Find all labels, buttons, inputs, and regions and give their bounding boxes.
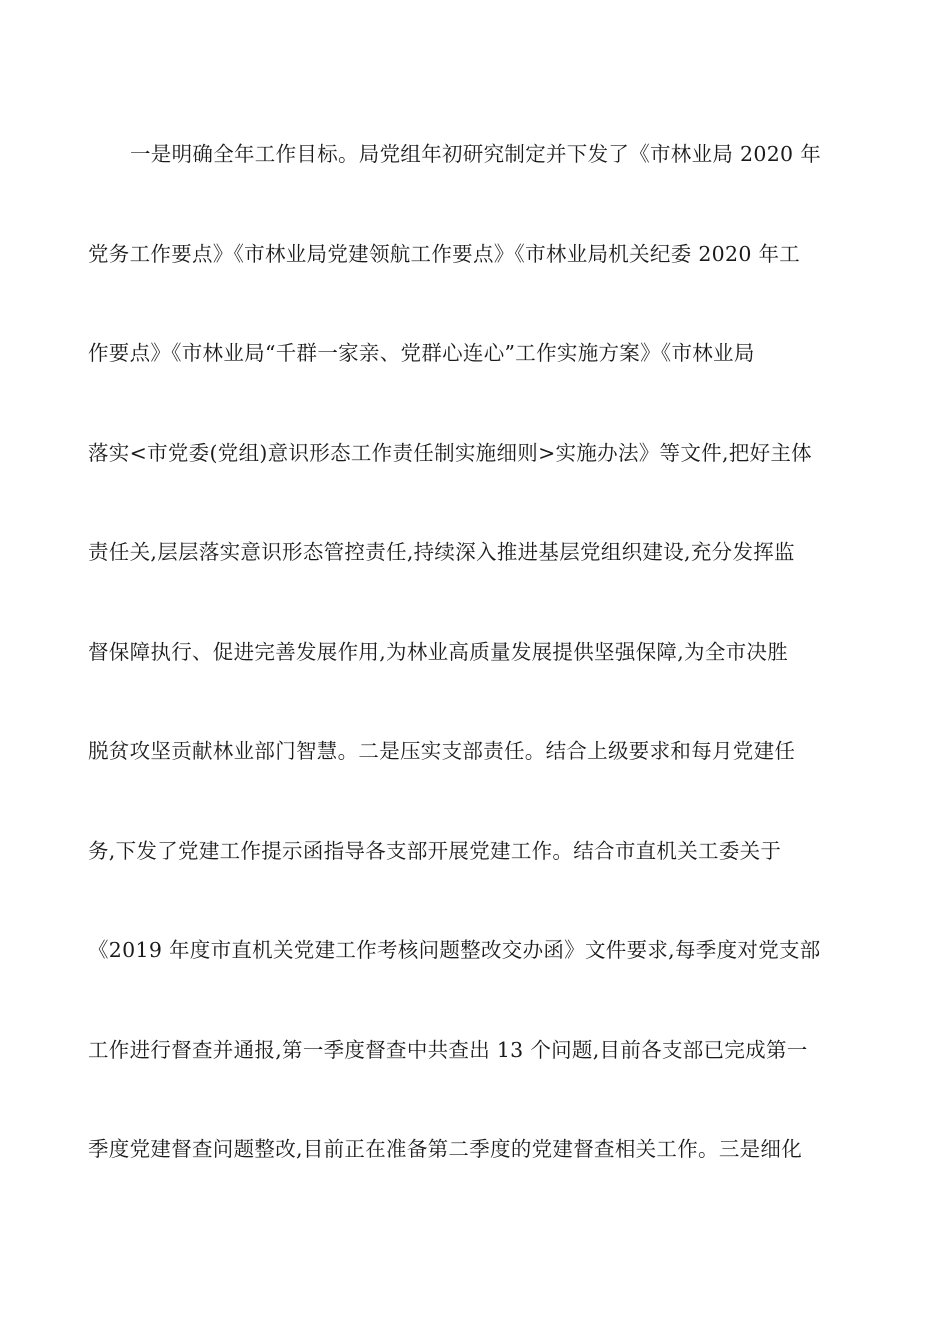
paragraph-line: 季度党建督查问题整改,目前正在准备第二季度的党建督查相关工作。三是细化	[88, 1137, 803, 1161]
paragraph-line: 责任关,层层落实意识形态管控责任,持续深入推进基层党组织建设,充分发挥监	[88, 540, 795, 564]
body-paragraph	[88, 126, 868, 1221]
paragraph-line: 《2019 年度市直机关党建工作考核问题整改交办函》文件要求,每季度对党支部	[88, 938, 821, 962]
paragraph-line: 务,下发了党建工作提示函指导各支部开展党建工作。结合市直机关工委关于	[88, 838, 782, 863]
paragraph-line: 党务工作要点》《市林业局党建领航工作要点》《市林业局机关纪委 2020 年工	[88, 241, 801, 266]
paragraph-line: 督保障执行、促进完善发展作用,为林业高质量发展提供坚强保障,为全市决胜	[88, 639, 789, 664]
paragraph-line: 作要点》《市林业局“千群一家亲、党群心连心”工作实施方案》《市林业局	[88, 341, 755, 365]
paragraph-line: 工作进行督查并通报,第一季度督查中共查出 13 个问题,目前各支部已完成第一	[88, 1037, 808, 1062]
paragraph-line: 一是明确全年工作目标。局党组年初研究制定并下发了《市林业局 2020 年	[130, 142, 822, 166]
paragraph-line: 脱贫攻坚贡献林业部门智慧。二是压实支部责任。结合上级要求和每月党建任	[88, 739, 796, 763]
paragraph-line: 落实<市党委(党组)意识形态工作责任制实施细则>实施办法》等文件,把好主体	[88, 440, 812, 465]
